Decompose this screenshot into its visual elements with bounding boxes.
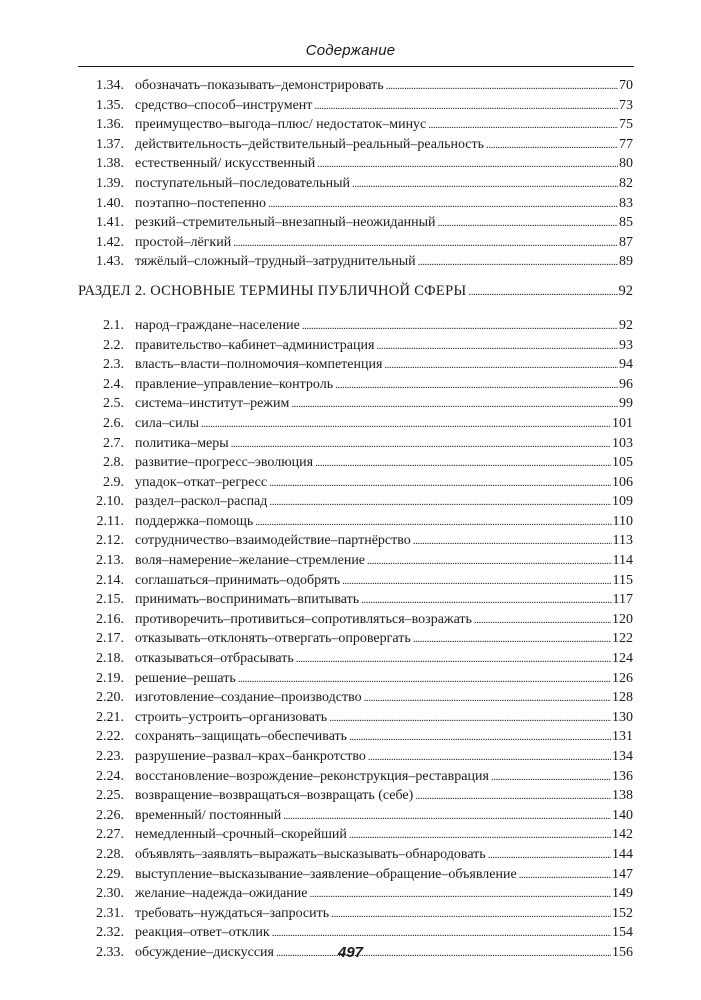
entry-number: 2.10. xyxy=(96,494,124,510)
entry-page-number: 105 xyxy=(611,453,633,473)
entry-line xyxy=(135,806,633,827)
entry-line xyxy=(135,233,633,254)
entry-page-number: 93 xyxy=(618,336,633,356)
entry-number: 1.34. xyxy=(96,78,124,93)
toc-entry[interactable] xyxy=(0,610,701,630)
entry-number: 1.37. xyxy=(96,136,124,152)
entry-page-number: 117 xyxy=(612,590,633,610)
entry-number: 2.27. xyxy=(96,827,124,843)
entry-line xyxy=(135,115,633,136)
entry-line xyxy=(135,923,633,944)
entry-page-number: 128 xyxy=(611,688,633,708)
toc-entry[interactable] xyxy=(0,629,701,649)
toc-entry[interactable] xyxy=(0,375,701,395)
entry-page-number: 140 xyxy=(611,806,633,826)
entry-page-number: 134 xyxy=(611,747,633,767)
entry-number: 2.2. xyxy=(103,337,124,353)
entry-page-number: 99 xyxy=(618,394,633,414)
entry-page-number: 89 xyxy=(618,252,633,272)
entry-line xyxy=(135,316,633,337)
entry-title: реакция–ответ–отклик xyxy=(135,925,270,941)
entry-page-number: 94 xyxy=(618,355,633,375)
entry-title: решение–решать xyxy=(135,670,236,686)
entry-line xyxy=(135,375,633,396)
toc-entry[interactable] xyxy=(0,904,701,924)
entry-line xyxy=(135,154,633,175)
entry-number: 2.21. xyxy=(96,709,124,725)
dot-leader xyxy=(331,905,633,925)
entry-number: 2.30. xyxy=(96,886,124,902)
entry-title: власть–власти–полномочия–компетенция xyxy=(135,357,383,373)
toc-entry[interactable] xyxy=(0,531,701,551)
page-number: 497 xyxy=(337,944,364,961)
dot-leader xyxy=(291,395,633,415)
entry-number: 2.11. xyxy=(96,513,124,529)
entry-page-number: 101 xyxy=(611,414,633,434)
entry-title: простой–лёгкий xyxy=(135,234,232,250)
entry-number: 2.12. xyxy=(96,533,124,549)
entry-line xyxy=(135,252,633,273)
entry-title: изготовление–создание–производство xyxy=(135,690,362,706)
dot-leader xyxy=(418,253,633,273)
entry-title: обсуждение–дискуссия xyxy=(135,944,274,960)
entry-line xyxy=(135,531,633,552)
entry-number: 2.17. xyxy=(96,631,124,647)
entry-number: 1.40. xyxy=(96,195,124,211)
entry-title: преимущество–выгода–плюс/ недостаток–минус xyxy=(135,117,427,133)
dot-leader xyxy=(329,709,633,729)
entry-title: выступление–высказывание–заявление–обращение–объявление xyxy=(135,866,517,882)
toc-entry[interactable] xyxy=(0,806,701,826)
toc-entry[interactable] xyxy=(0,174,701,194)
entry-page-number: 149 xyxy=(611,884,633,904)
toc-entry[interactable] xyxy=(0,708,701,728)
entry-line xyxy=(135,434,633,455)
toc-entries-section-1 xyxy=(0,76,701,272)
toc-entry[interactable] xyxy=(0,76,701,96)
entry-line xyxy=(135,786,633,807)
entry-number: 2.29. xyxy=(96,866,124,882)
table-of-contents xyxy=(0,76,701,963)
entry-line xyxy=(135,708,633,729)
entry-title: сохранять–защищать–обеспечивать xyxy=(135,729,348,745)
dot-leader xyxy=(314,97,633,117)
dot-leader xyxy=(315,454,633,474)
entry-number: 2.7. xyxy=(103,435,124,451)
entry-number: 2.8. xyxy=(103,455,124,471)
dot-leader xyxy=(310,885,633,905)
entry-number: 2.9. xyxy=(103,474,124,490)
running-title: Содержание xyxy=(305,42,396,59)
toc-entry[interactable] xyxy=(0,767,701,787)
entry-line xyxy=(135,336,633,357)
entry-number: 2.16. xyxy=(96,611,124,627)
entry-page-number: 96 xyxy=(618,375,633,395)
dot-leader xyxy=(335,376,633,396)
entry-line xyxy=(135,135,633,156)
entry-number: 2.14. xyxy=(96,572,124,588)
entry-page-number: 156 xyxy=(611,943,633,963)
dot-leader xyxy=(269,474,633,494)
dot-leader xyxy=(349,728,633,748)
dot-leader xyxy=(376,337,633,357)
dot-leader xyxy=(349,826,633,846)
section-title: РАЗДЕЛ 2. ОСНОВНЫЕ ТЕРМИНЫ ПУБЛИЧНОЙ СФЕРЫ xyxy=(78,282,467,299)
entry-line xyxy=(135,904,633,925)
toc-entry[interactable] xyxy=(0,884,701,904)
toc-entry[interactable] xyxy=(0,727,701,747)
entry-line xyxy=(135,727,633,748)
entry-number: 2.15. xyxy=(96,592,124,608)
entry-title: восстановление–возрождение–реконструкция–реставрация xyxy=(135,768,489,784)
entry-page-number: 75 xyxy=(618,115,633,135)
entry-page-number: 147 xyxy=(611,865,633,885)
toc-entry[interactable] xyxy=(0,414,701,434)
dot-leader xyxy=(361,591,633,611)
entry-number: 1.36. xyxy=(96,117,124,133)
section-line xyxy=(78,282,633,303)
toc-entry[interactable] xyxy=(0,669,701,689)
toc-entry[interactable] xyxy=(0,213,701,233)
entry-title: немедленный–срочный–скорейший xyxy=(135,827,347,843)
entry-page-number: 80 xyxy=(618,154,633,174)
entry-number: 2.5. xyxy=(103,396,124,412)
dot-leader xyxy=(428,116,633,136)
entry-line xyxy=(135,884,633,905)
entry-page-number: 115 xyxy=(612,571,633,591)
entry-title: противоречить–противиться–сопротивляться–возражать xyxy=(135,611,472,627)
entry-number: 1.43. xyxy=(96,254,124,270)
dot-leader xyxy=(269,493,633,513)
entry-page-number: 126 xyxy=(611,669,633,689)
entry-title: упадок–откат–регресс xyxy=(135,474,268,490)
entry-title: сила–силы xyxy=(135,415,200,431)
entry-title: резкий–стремительный–внезапный–неожиданный xyxy=(135,215,436,231)
dot-leader xyxy=(201,415,633,435)
entry-page-number: 131 xyxy=(611,727,633,747)
entry-title: обозначать–показывать–демонстрировать xyxy=(135,78,384,93)
entry-number: 2.23. xyxy=(96,749,124,764)
entry-number: 1.38. xyxy=(96,156,124,172)
entry-page-number: 70 xyxy=(618,76,633,96)
entry-title: поддержка–помощь xyxy=(135,513,254,529)
entry-page-number: 110 xyxy=(612,512,633,532)
dot-leader xyxy=(386,77,633,97)
toc-entry[interactable] xyxy=(0,649,701,669)
entry-line xyxy=(135,96,633,117)
toc-entry[interactable] xyxy=(0,336,701,356)
entry-number: 2.33. xyxy=(96,944,124,960)
entry-number: 1.41. xyxy=(96,215,124,231)
entry-line xyxy=(135,355,633,376)
entry-page-number: 85 xyxy=(618,213,633,233)
entry-title: желание–надежда–ожидание xyxy=(135,886,308,902)
entry-number: 2.32. xyxy=(96,925,124,941)
entry-page-number: 120 xyxy=(611,610,633,630)
entry-page-number: 82 xyxy=(618,174,633,194)
toc-entry[interactable] xyxy=(0,747,701,767)
entry-page-number: 114 xyxy=(612,551,633,571)
entry-page-number: 122 xyxy=(611,629,633,649)
entry-line xyxy=(135,571,633,592)
entry-line xyxy=(135,747,633,768)
toc-entry[interactable] xyxy=(0,135,701,155)
entry-page-number: 124 xyxy=(611,649,633,669)
entry-title: объявлять–заявлять–выражать–высказывать–обнародовать xyxy=(135,846,486,862)
toc-entry[interactable] xyxy=(0,96,701,116)
entry-number: 1.35. xyxy=(96,97,124,113)
dot-leader xyxy=(233,234,633,254)
entry-page-number: 154 xyxy=(611,923,633,943)
entry-page-number: 106 xyxy=(611,473,633,493)
entry-title: сотрудничество–взаимодействие–партнёрство xyxy=(135,533,411,549)
entry-number: 2.22. xyxy=(96,729,124,745)
dot-leader xyxy=(368,748,633,768)
entry-page-number: 87 xyxy=(618,233,633,253)
entry-title: правительство–кабинет–администрация xyxy=(135,337,375,353)
entry-title: строить–устроить–организовать xyxy=(135,709,328,725)
toc-entry[interactable] xyxy=(0,590,701,610)
dot-leader xyxy=(367,552,633,572)
entry-number: 2.18. xyxy=(96,651,124,667)
entry-line xyxy=(135,473,633,494)
dot-leader xyxy=(474,611,633,631)
entry-page-number: 77 xyxy=(618,135,633,155)
entry-number: 1.42. xyxy=(96,234,124,250)
dot-leader xyxy=(296,650,633,670)
entry-number: 2.20. xyxy=(96,690,124,706)
toc-entry[interactable] xyxy=(0,825,701,845)
toc-section-heading[interactable] xyxy=(0,282,701,304)
toc-entry[interactable] xyxy=(0,492,701,512)
toc-entry[interactable] xyxy=(0,233,701,253)
entry-title: поэтапно–постепенно xyxy=(135,195,267,211)
entry-page-number: 130 xyxy=(611,708,633,728)
entry-line xyxy=(135,213,633,234)
dot-leader xyxy=(413,630,633,650)
entry-page-number: 73 xyxy=(618,96,633,116)
entry-number: 2.31. xyxy=(96,905,124,921)
entry-line xyxy=(135,649,633,670)
entry-title: тяжёлый–сложный–трудный–затруднительный xyxy=(135,254,416,270)
dot-leader xyxy=(364,689,633,709)
toc-entry[interactable] xyxy=(0,434,701,454)
entry-title: воля–намерение–желание–стремление xyxy=(135,553,366,569)
dot-leader xyxy=(255,513,633,533)
dot-leader xyxy=(438,214,633,234)
dot-leader xyxy=(384,356,633,376)
toc-entry[interactable] xyxy=(0,512,701,532)
toc-entry[interactable] xyxy=(0,786,701,806)
entry-page-number: 113 xyxy=(612,531,633,551)
toc-entry[interactable] xyxy=(0,473,701,493)
entry-page-number: 136 xyxy=(611,767,633,787)
entry-line xyxy=(135,76,633,97)
entry-number: 2.19. xyxy=(96,670,124,686)
toc-entry[interactable] xyxy=(0,115,701,135)
entry-line xyxy=(135,194,633,215)
dot-leader xyxy=(415,787,633,807)
entry-title: раздел–раскол–распад xyxy=(135,494,268,510)
entry-line xyxy=(135,865,633,886)
entry-page-number: 152 xyxy=(611,904,633,924)
entry-line xyxy=(135,629,633,650)
entry-line xyxy=(135,845,633,866)
entry-title: разрушение–развал–крах–банкротство xyxy=(135,749,366,764)
dot-leader xyxy=(317,155,633,175)
dot-leader xyxy=(272,924,633,944)
dot-leader xyxy=(302,317,633,337)
dot-leader xyxy=(268,195,633,215)
entry-page-number: 103 xyxy=(611,434,633,454)
dot-leader xyxy=(413,532,633,552)
toc-entry[interactable] xyxy=(0,453,701,473)
entry-number: 2.6. xyxy=(103,415,124,431)
entry-title: правление–управление–контроль xyxy=(135,376,334,392)
dot-leader xyxy=(352,175,633,195)
entry-number: 2.13. xyxy=(96,553,124,569)
entry-page-number: 92 xyxy=(618,316,633,336)
entry-title: требовать–нуждаться–запросить xyxy=(135,905,330,921)
entry-number: 2.25. xyxy=(96,788,124,804)
toc-entry[interactable] xyxy=(0,865,701,885)
entry-title: отказывать–отклонять–отвергать–опровергать xyxy=(135,631,411,647)
entry-line xyxy=(135,492,633,513)
dot-leader xyxy=(342,572,633,592)
toc-entry[interactable] xyxy=(0,154,701,174)
entry-line xyxy=(135,453,633,474)
entry-title: народ–граждане–население xyxy=(135,317,300,333)
entry-number: 2.3. xyxy=(103,357,124,373)
toc-entry[interactable] xyxy=(0,316,701,336)
entry-line xyxy=(135,512,633,533)
entry-title: действительность–действительный–реальный–реальность xyxy=(135,136,485,152)
entry-title: политика–меры xyxy=(135,435,229,451)
entry-line xyxy=(135,669,633,690)
entry-title: поступательный–последовательный xyxy=(135,175,350,191)
entry-number: 2.26. xyxy=(96,807,124,823)
entry-page-number: 142 xyxy=(611,825,633,845)
entry-line xyxy=(135,174,633,195)
toc-entry[interactable] xyxy=(0,923,701,943)
entry-page-number: 109 xyxy=(611,492,633,512)
entry-line xyxy=(135,825,633,846)
entry-title: соглашаться–принимать–одобрять xyxy=(135,572,341,588)
toc-entry[interactable] xyxy=(0,845,701,865)
entry-number: 2.4. xyxy=(103,376,124,392)
header-rule xyxy=(78,66,634,67)
entry-title: принимать–воспринимать–впитывать xyxy=(135,592,360,608)
entry-page-number: 144 xyxy=(611,845,633,865)
toc-entry[interactable] xyxy=(0,571,701,591)
entry-page-number: 83 xyxy=(618,194,633,214)
dot-leader xyxy=(231,435,633,455)
entry-line xyxy=(135,590,633,611)
entry-line xyxy=(135,394,633,415)
toc-entries-section-2 xyxy=(0,316,701,963)
entry-page-number: 138 xyxy=(611,786,633,806)
entry-number: 2.24. xyxy=(96,768,124,784)
toc-entry[interactable] xyxy=(0,252,701,272)
toc-entry[interactable] xyxy=(0,194,701,214)
entry-title: отказываться–отбрасывать xyxy=(135,651,294,667)
dot-leader xyxy=(468,283,633,303)
entry-title: развитие–прогресс–эволюция xyxy=(135,455,314,471)
dot-leader xyxy=(486,136,633,156)
dot-leader xyxy=(283,807,633,827)
toc-entry[interactable] xyxy=(0,355,701,375)
toc-entry[interactable] xyxy=(0,394,701,414)
entry-line xyxy=(135,688,633,709)
toc-entry[interactable] xyxy=(0,688,701,708)
dot-leader xyxy=(238,670,633,690)
entry-line xyxy=(135,414,633,435)
entry-title: система–институт–режим xyxy=(135,396,290,412)
entry-title: возвращение–возвращаться–возвращать (себе) xyxy=(135,788,414,804)
entry-title: временный/ постоянный xyxy=(135,807,282,823)
entry-line xyxy=(135,610,633,631)
entry-title: естественный/ искусственный xyxy=(135,156,316,172)
entry-number: 1.39. xyxy=(96,175,124,191)
entry-title: средство–способ–инструмент xyxy=(135,97,313,113)
section-page-number: 92 xyxy=(618,282,634,302)
entry-line xyxy=(135,767,633,788)
entry-line xyxy=(135,551,633,572)
entry-number: 2.28. xyxy=(96,846,124,862)
toc-entry[interactable] xyxy=(0,551,701,571)
entry-number: 2.1. xyxy=(103,317,124,333)
